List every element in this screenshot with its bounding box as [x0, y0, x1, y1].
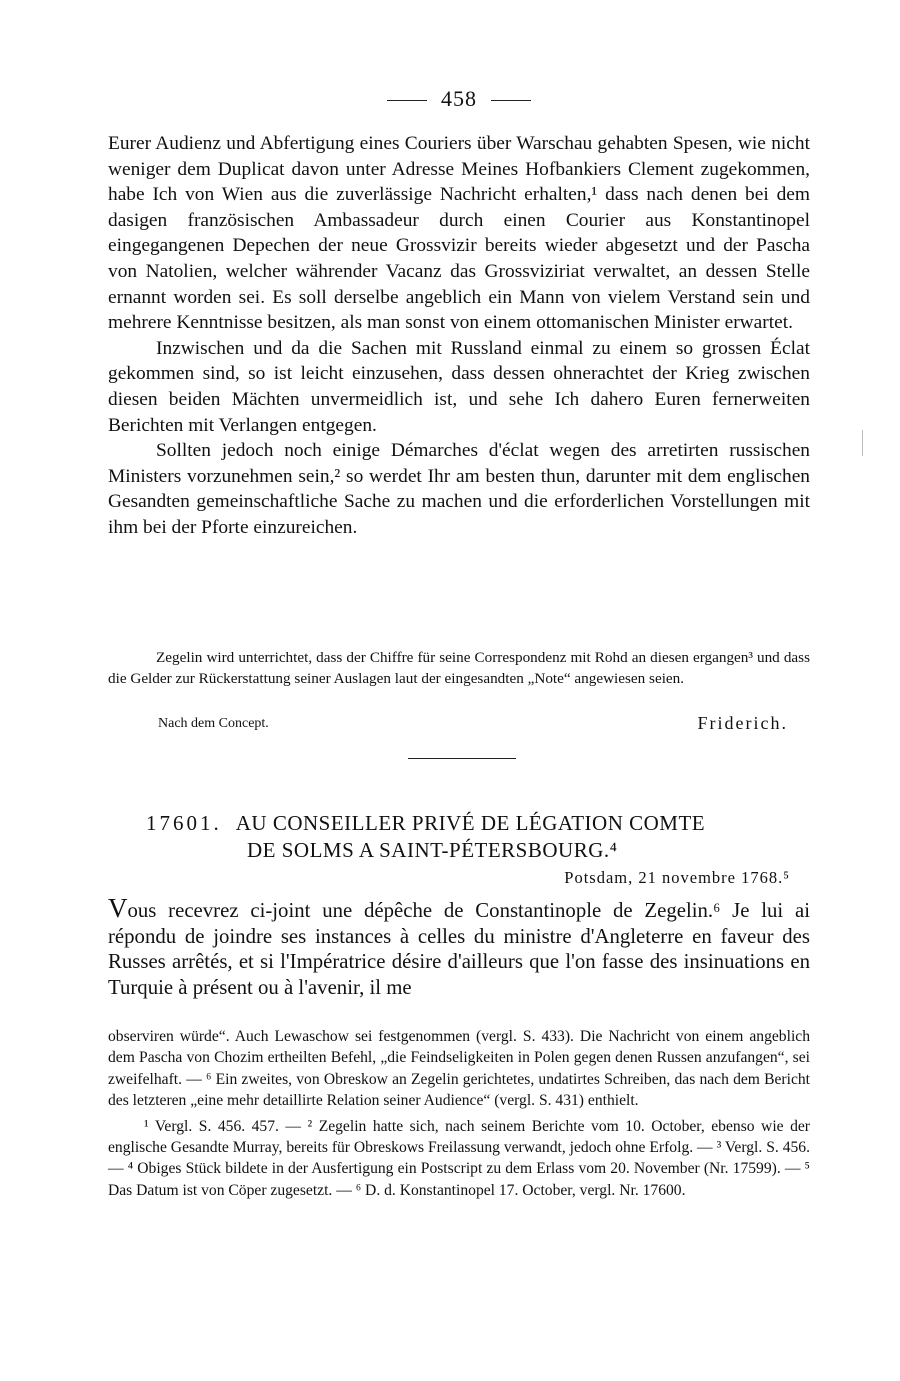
margin-mark: [862, 430, 863, 456]
paragraph-1: Eurer Audienz und Abfertigung eines Couriers über Warschau gehabten Spesen, wie nicht weniger dem Duplicat davon unter Adresse Meines Hofbankiers Clement zugekommen, habe Ich von Wien aus die zuverlässige Nachricht erhalten,¹ dass nach denen bei dem dasigen französischen Ambassadeur durch einen Courier aus Konstantinopel eingegangenen Depechen der neue Grossvizir bereits wieder abgesetzt und der Pascha von Natolien, welcher währender Vacanz das Grossviziriat verwaltet, an dessen Stelle ernannt worden sei. Es soll derselbe angeblich ein Mann von vielem Verstand sein und mehrere Kenntnisse besitzen, als man sonst von einem ottomanischen Minister erwartet.: [108, 133, 810, 334]
signature: Friderich.: [697, 713, 788, 733]
footnote-list: ¹ Vergl. S. 456. 457. — ² Zegelin hatte sich, nach seinem Berichte vom 10. October, ebenso wie der englische Gesandte Murray, bereits für Obreskows Freilassung verwandt, jedoch ohne Erfolg. — ³ Vergl. S. 456. — ⁴ Obiges Stück bildete in der Ausfertigung ein Postscript zu dem Erlass vom 20. November (Nr. 17599). — ⁵ Das Datum ist von Cöper zugesetzt. — ⁶ D. d. Konstantinopel 17. October, vergl. Nr. 17600.: [108, 1117, 810, 1199]
editorial-note: Zegelin wird unterrichtet, dass der Chiffre für seine Correspondenz mit Rohd an diesen ergangen³ und dass die Gelder zur Rückerstattung seiner Auslagen laut der eingesandten „Note“ angewiesen seien.: [108, 649, 810, 687]
page-header: [108, 86, 810, 112]
heading-line-2: DE SOLMS A SAINT-PÉTERSBOURG.⁴: [247, 838, 618, 862]
page-number: 458: [441, 86, 477, 111]
footnote-continuation: observiren würde“. Auch Lewaschow sei festgenommen (vergl. S. 433). Die Nachricht von einem angeblich dem Pascha von Chozim ertheilten Befehl, „die Feindseligkeiten in Polen gegen denen Russen anzufangen“, sei zweifelhaft. — ⁶ Ein zweites, von Obreskow an Zegelin gerichtetes, undatirtes Schreiben, das nach dem Bericht des letzteren „eine mehr detaillirte Relation seiner Audience“ (vergl. S. 431) enthielt.: [108, 1028, 810, 1110]
source-note: Nach dem Concept.: [158, 716, 269, 731]
footnotes: [108, 1026, 810, 1201]
paragraph-3: Sollten jedoch noch einige Démarches d'éclat wegen des arretirten russischen Ministers vorzunehmen sein,² so werdet Ihr am besten thun, darunter mit dem englischen Gesandten gemeinschaftliche Sache zu machen und die erforderlichen Vorstellungen mit ihm bei der Pforte einzureichen.: [108, 440, 810, 538]
heading-line-1: AU CONSEILLER PRIVÉ DE LÉGATION COMTE: [235, 811, 706, 835]
letter-body: [108, 131, 810, 541]
french-letter-body: [108, 893, 810, 1000]
document-heading: [146, 810, 806, 864]
french-text: ous recevrez ci-joint une dépêche de Constantinople de Zegelin.⁶ Je lui ai répondu de joindre ses instances à celles du ministre d'Angleterre en faveur des Russes arrêtés, et si l'Impératrice désire d'ailleurs que l'on fasse des insinuations en Turquie à présent ou à l'avenir, il me: [108, 899, 810, 999]
header-rule-right: [491, 100, 531, 101]
document-number: 17601.: [146, 811, 222, 835]
initial-letter: V: [108, 893, 128, 923]
dateline: Potsdam, 21 novembre 1768.⁵: [564, 868, 790, 887]
paragraph-2: Inzwischen und da die Sachen mit Russland einmal zu einem so grossen Éclat gekommen sind, so ist leicht einzusehen, dass dessen ohnerachtet der Krieg zwischen diesen beiden Mächten unvermeidlich ist, und sehe Ich dahero Euren fernerweiten Berichten mit Verlangen entgegen.: [108, 337, 810, 436]
source-signature-line: [108, 713, 810, 737]
section-divider: [408, 758, 516, 759]
header-rule-left: [387, 100, 427, 101]
